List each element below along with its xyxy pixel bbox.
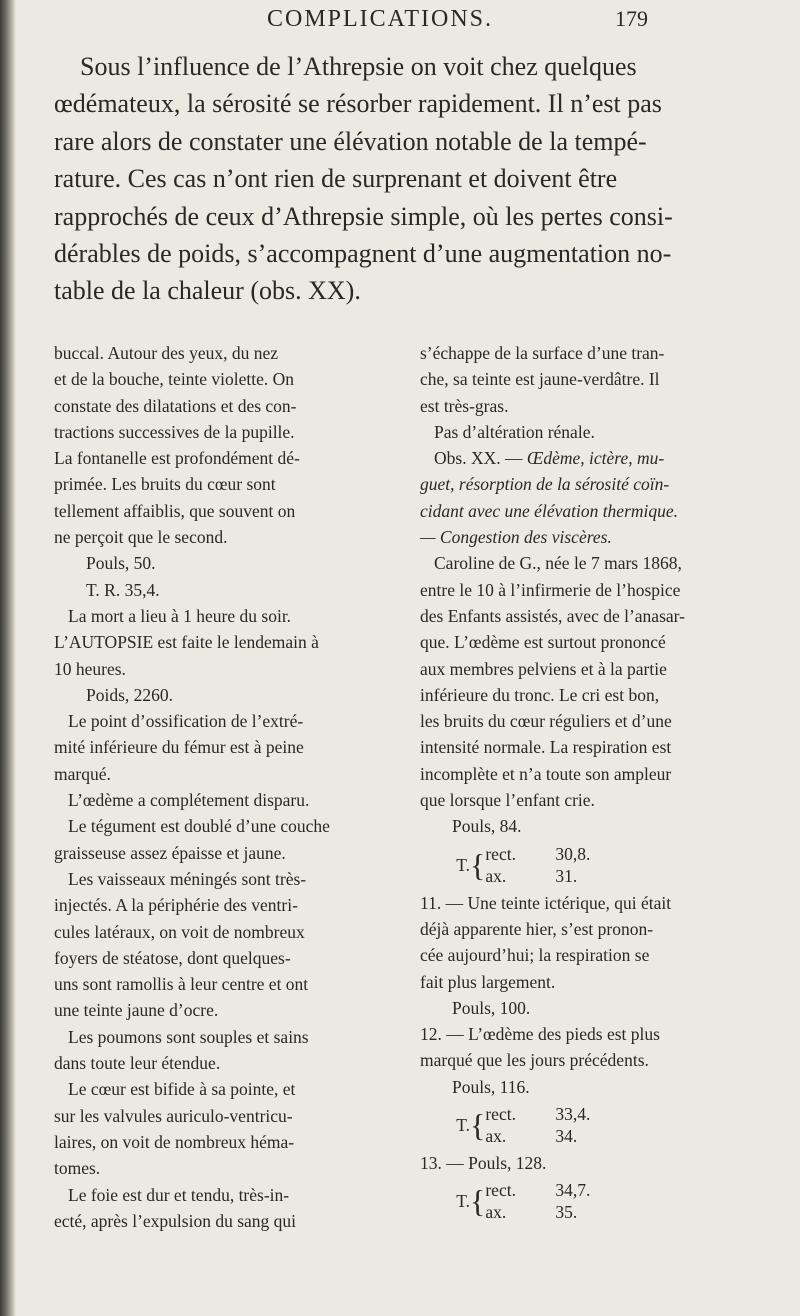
text-line: que lorsque l’enfant crie. bbox=[420, 790, 595, 811]
running-header bbox=[0, 6, 800, 46]
rectal-label: rect. bbox=[485, 1104, 516, 1125]
header-title: COMPLICATIONS. bbox=[266, 6, 494, 32]
rectal-value: 30,8. bbox=[555, 843, 591, 864]
lead-paragraph bbox=[54, 48, 714, 310]
text-line: Caroline de G., née le 7 mars 1868, bbox=[434, 553, 682, 574]
text-line: buccal. Autour des yeux, du nez bbox=[54, 343, 279, 363]
text-line: intensité normale. La respiration est bbox=[420, 737, 672, 758]
left-column bbox=[54, 340, 399, 1234]
lead-line: rapprochés de ceux d’Athrepsie simple, où les pertes consi- bbox=[54, 201, 673, 231]
text-line: Les poumons sont souples et sains bbox=[68, 1026, 309, 1047]
temperature-group bbox=[420, 1103, 770, 1147]
text-line: les bruits du cœur réguliers et d’une bbox=[420, 711, 672, 732]
text-line: L’AUTOPSIE est faite le lendemain à bbox=[54, 632, 319, 653]
binding-edge bbox=[0, 0, 16, 1316]
text-line: Pas d’altération rénale. bbox=[434, 421, 595, 442]
text-line: injectés. A la périphérie des ventri- bbox=[54, 895, 298, 916]
temperature-label: T. bbox=[456, 1115, 470, 1136]
text-line: mité inférieure du fémur est à peine bbox=[54, 737, 304, 758]
text-line: des Enfants assistés, avec de l’anasar- bbox=[420, 605, 685, 626]
text-line: tomes. bbox=[54, 1158, 101, 1179]
weight-line: Poids, 2260. bbox=[86, 684, 174, 705]
text-line: est très-gras. bbox=[420, 395, 509, 416]
text-line: Le tégument est doublé d’une couche bbox=[68, 816, 330, 837]
text-line: dans toute leur étendue. bbox=[54, 1053, 221, 1074]
text-line: La mort a lieu à 1 heure du soir. bbox=[68, 605, 292, 626]
temperature-label: T. bbox=[456, 854, 470, 875]
rectal-value: 33,4. bbox=[555, 1104, 591, 1125]
observation-title-line: guet, résorption de la sérosité coïn- bbox=[420, 474, 670, 495]
text-line: fait plus largement. bbox=[420, 971, 556, 992]
text-line: 10 heures. bbox=[54, 658, 126, 679]
text-line: aux membres pelviens et à la partie bbox=[420, 658, 667, 679]
text-line: entre le 10 à l’infirmerie de l’hospice bbox=[420, 579, 681, 600]
text-line: Le point d’ossification de l’extré- bbox=[68, 711, 304, 732]
axillary-label: ax. bbox=[485, 1202, 507, 1223]
text-line: La fontanelle est profondément dé- bbox=[54, 448, 300, 469]
text-line: déjà apparente hier, s’est pronon- bbox=[420, 918, 654, 939]
text-line: et de la bouche, teinte violette. On bbox=[54, 369, 295, 390]
text-line: inférieure du tronc. Le cri est bon, bbox=[420, 684, 660, 705]
observation-title-line: — Congestion des viscères. bbox=[420, 527, 612, 548]
lead-line: Sous l’influence de l’Athrepsie on voit chez quelques bbox=[80, 52, 637, 81]
text-line: ne perçoit que le second. bbox=[54, 527, 228, 548]
text-line: Le foie est dur et tendu, très-in- bbox=[68, 1184, 290, 1205]
pouls-line: Pouls, 128. bbox=[468, 1153, 547, 1174]
temperature-table bbox=[448, 843, 615, 887]
text-line: sur les valvules auriculo-ventricu- bbox=[54, 1105, 293, 1126]
axillary-value: 31. bbox=[555, 865, 578, 886]
text-line: primée. Les bruits du cœur sont bbox=[54, 474, 276, 495]
text-line: tractions successives de la pupille. bbox=[54, 421, 295, 442]
text-line: cules latéraux, on voit de nombreux bbox=[54, 921, 305, 942]
text-line: graisseuse assez épaisse et jaune. bbox=[54, 842, 286, 863]
pouls-line: Pouls, 100. bbox=[452, 997, 531, 1018]
pouls-line: Pouls, 50. bbox=[86, 553, 156, 574]
text-line: uns sont ramollis à leur centre et ont bbox=[54, 974, 309, 995]
temperature-table bbox=[448, 1179, 615, 1223]
brace-glyph: { bbox=[470, 846, 486, 883]
text-line: Les vaisseaux méningés sont très- bbox=[68, 868, 307, 889]
text-line: laires, on voit de nombreux héma- bbox=[54, 1131, 295, 1152]
temperature-group bbox=[420, 843, 770, 887]
observation-title-line: cidant avec une élévation thermique. bbox=[420, 500, 679, 521]
axillary-value: 35. bbox=[555, 1202, 578, 1223]
rectal-label: rect. bbox=[485, 843, 516, 864]
observation-label: Obs. XX. — bbox=[434, 448, 523, 469]
text-line: 12. — L’œdème des pieds est plus bbox=[420, 1024, 660, 1045]
brace-glyph: { bbox=[470, 1107, 486, 1144]
temperature-label: T. bbox=[456, 1191, 470, 1212]
observation-heading bbox=[420, 445, 770, 471]
day-13-prefix: 13. — bbox=[420, 1153, 464, 1174]
text-line: marqué. bbox=[54, 763, 111, 784]
text-line: une teinte jaune d’ocre. bbox=[54, 1000, 219, 1021]
temperature-line: T. R. 35,4. bbox=[86, 579, 160, 600]
lead-line: table de la chaleur (obs. XX). bbox=[54, 276, 361, 306]
text-line: s’échappe de la surface d’une tran- bbox=[420, 343, 665, 363]
text-line: che, sa teinte est jaune-verdâtre. Il bbox=[420, 369, 660, 390]
pouls-line: Pouls, 84. bbox=[452, 816, 522, 837]
text-line: marqué que les jours précédents. bbox=[420, 1050, 649, 1071]
temperature-table bbox=[448, 1103, 615, 1147]
right-column bbox=[420, 340, 770, 1226]
text-line: foyers de stéatose, dont quelques- bbox=[54, 947, 291, 968]
lead-line: œdémateux, la sérosité se résorber rapidement. Il n’est pas bbox=[54, 89, 662, 119]
lead-line: rature. Ces cas n’ont rien de surprenant et doivent être bbox=[54, 164, 618, 194]
text-line: constate des dilatations et des con- bbox=[54, 395, 297, 416]
lead-line: dérables de poids, s’accompagnent d’une augmentation no- bbox=[54, 239, 672, 269]
text-line: 11. — Une teinte ictérique, qui était bbox=[420, 892, 672, 913]
pouls-line: Pouls, 116. bbox=[452, 1076, 530, 1097]
brace-glyph: { bbox=[470, 1183, 486, 1220]
axillary-label: ax. bbox=[485, 865, 507, 886]
text-line: ecté, après l’expulsion du sang qui bbox=[54, 1210, 297, 1231]
axillary-value: 34. bbox=[555, 1126, 578, 1147]
rectal-value: 34,7. bbox=[555, 1180, 591, 1201]
text-line: incomplète et n’a toute son ampleur bbox=[420, 763, 672, 784]
axillary-label: ax. bbox=[485, 1126, 507, 1147]
observation-title: Œdème, ictère, mu- bbox=[526, 448, 665, 469]
text-line: cée aujourd’hui; la respiration se bbox=[420, 945, 650, 966]
page-number: 179 bbox=[615, 6, 648, 31]
text-line: tellement affaiblis, que souvent on bbox=[54, 500, 296, 521]
rectal-label: rect. bbox=[485, 1180, 516, 1201]
text-line: Le cœur est bifide à sa pointe, et bbox=[68, 1079, 296, 1100]
text-line: que. L’œdème est surtout prononcé bbox=[420, 632, 666, 653]
text-line: L’œdème a complétement disparu. bbox=[68, 790, 310, 811]
day-13-line bbox=[420, 1150, 770, 1176]
temperature-group bbox=[420, 1179, 770, 1223]
lead-line: rare alors de constater une élévation notable de la tempé- bbox=[54, 126, 647, 156]
